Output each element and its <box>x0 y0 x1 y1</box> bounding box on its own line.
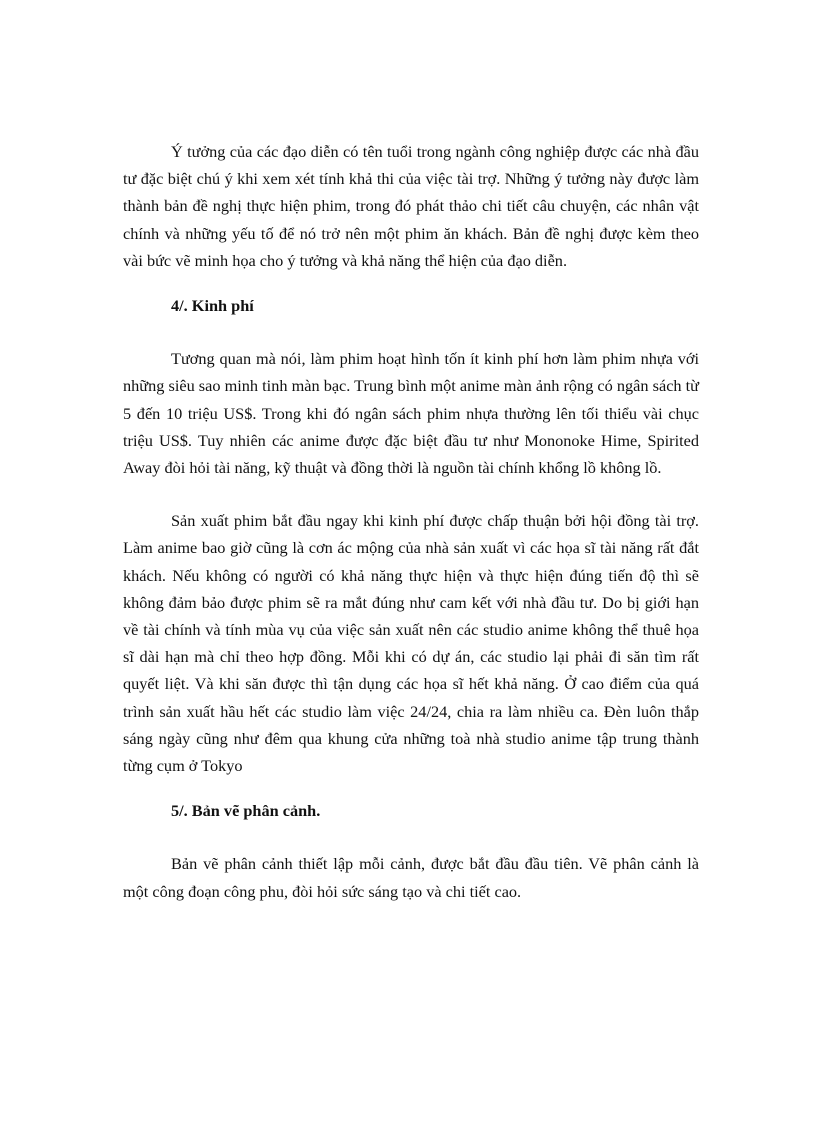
paragraph-budget: Tương quan mà nói, làm phim hoạt hình tốn ít kinh phí hơn làm phim nhựa với những siêu sao minh tinh màn bạc. Trung bình một anime màn ảnh rộng có ngân sách từ 5 đến 10 triệu US$. Trong khi đó ngân sách phim nhựa thường lên tối thiểu vài chục triệu US$. Tuy nhiên các anime được đặc biệt đầu tư như Mononoke Hime, Spirited Away đòi hỏi tài năng, kỹ thuật và đồng thời là nguồn tài chính khổng lồ không lồ. <box>123 349 699 478</box>
paragraph-director-ideas: Ý tưởng của các đạo diễn có tên tuổi trong ngành công nghiệp được các nhà đầu tư đặc biệt chú ý khi xem xét tính khả thi của việc tài trợ. Những ý tưởng này được làm thành bản đề nghị thực hiện phim, trong đó phát thảo chi tiết câu chuyện, các nhân vật chính và những yếu tố để nó trở nên một phim ăn khách. Bản đề nghị được kèm theo vài bức vẽ minh họa cho ý tưởng và khả năng thể hiện của đạo diễn. <box>123 142 699 270</box>
section-heading-budget: 4/. Kinh phí <box>171 296 254 316</box>
paragraph-storyboard: Bản vẽ phân cảnh thiết lập mỗi cảnh, được bắt đầu đầu tiên. Vẽ phân cảnh là một công đoạn công phu, đòi hỏi sức sáng tạo và chi tiết cao. <box>123 854 699 901</box>
section-heading-storyboard: 5/. Bản vẽ phân cảnh. <box>171 801 321 821</box>
document-body <box>123 138 699 927</box>
paragraph-production: Sản xuất phim bắt đầu ngay khi kinh phí được chấp thuận bởi hội đồng tài trợ. Làm anime bao giờ cũng là cơn ác mộng của nhà sản xuất vì các họa sĩ tài năng rất đắt khách. Nếu không có người có khả năng thực hiện và thực hiện đúng tiến độ thì sẽ không đảm bảo được phim sẽ ra mắt đúng như cam kết với nhà đầu tư. Do bị giới hạn về tài chính và tính mùa vụ của việc sản xuất nên các studio anime không thể thuê họa sĩ dài hạn mà chỉ theo hợp đồng. Mỗi khi có dự án, các studio lại phải đi săn tìm rất quyết liệt. Và khi săn được thì tận dụng các họa sĩ hết khả năng. Ở cao điểm của quá trình sản xuất hầu hết các studio làm việc 24/24, chia ra làm nhiều ca. Đèn luôn thắp sáng ngày cũng như đêm qua khung cửa những toà nhà studio anime tập trung thành từng cụm ở Tokyo <box>123 511 699 776</box>
